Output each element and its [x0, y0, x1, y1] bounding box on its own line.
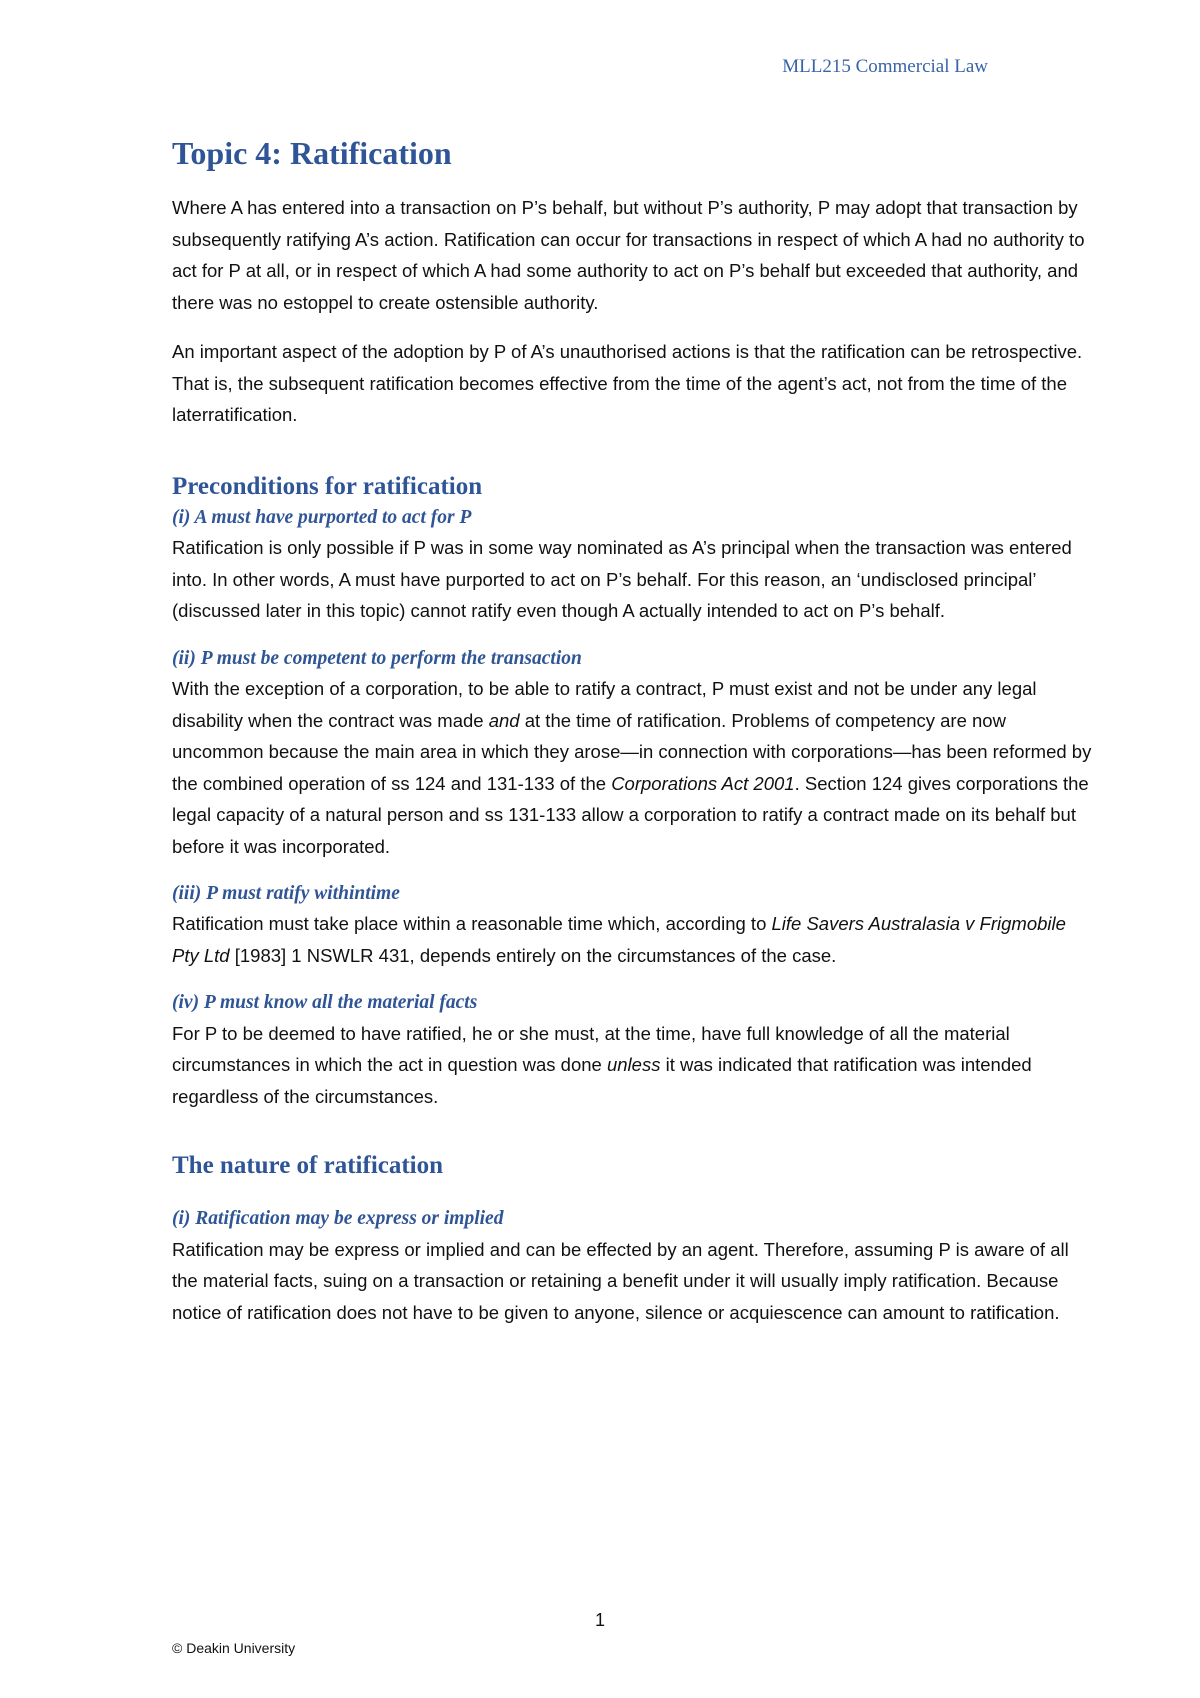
page-title: Topic 4: Ratification [172, 135, 452, 171]
paragraph-express-or-implied: Ratification may be express or implied and can be effected by an agent. Therefore, assuming P is aware of all the material facts, suing on a transaction or retaining a benefit under it will usually imply ratification. Because notice of ratification does not have to be given to anyone, silence or acquiescence can amount to ratification. [172, 1238, 1069, 1323]
paragraph-competent [172, 673, 1092, 862]
intro-paragraph-2: An important aspect of the adoption by P of A’s unauthorised actions is that the ratification can be retrospective. That is, the subsequent ratification becomes effective from the time of the agent’s act, not from the time of the laterratification. [172, 341, 1083, 426]
text-segment: [1983] 1 NSWLR 431, depends entirely on the circumstances of the case. [229, 944, 837, 966]
footer-copyright: © Deakin University [172, 1640, 296, 1656]
intro-paragraph-1: Where A has entered into a transaction on P’s behalf, but without P’s authority, P may adopt that transaction by subsequently ratifying A’s action. Ratification can occur for transactions in respect of which A had no authority to act for P at all, or in respect of which A had some authority to act on P’s behalf but exceeded that authority, and there was no estoppel to create ostensible authority. [172, 197, 1085, 313]
emphasis-text: and [488, 709, 520, 731]
text-segment: it was indicated that ratification was intended regardless of the circumstances. [172, 1054, 1032, 1107]
subheading-material-facts: (iv) P must know all the material facts [172, 992, 478, 1014]
text-segment: Ratification must take place within a reasonable time which, according to [172, 913, 772, 935]
emphasis-text: unless [606, 1054, 661, 1076]
statute-name: Corporations Act 2001 [611, 772, 795, 794]
case-name: Life Savers Australasia v Frigmobile Pty Ltd [172, 913, 1066, 966]
paragraph-material-facts [172, 1018, 1092, 1113]
page-number: 1 [594, 1610, 605, 1630]
subheading-purported-to-act: (i) A must have purported to act for P [172, 507, 472, 529]
subheading-competent: (ii) P must be competent to perform the transaction [172, 647, 582, 669]
text-segment: With the exception of a corporation, to be able to ratify a contract, P must exist and not be under any legal disability when the contract was made [172, 678, 1037, 731]
paragraph-purported-to-act: Ratification is only possible if P was in some way nominated as A’s principal when the transaction was entered into. In other words, A must have purported to act on P’s behalf. For this reason, an ‘undisclosed principal’ (discussed later in this topic) cannot ratify even though A actually intended to act on P’s behalf. [172, 537, 1072, 622]
section-heading-nature: The nature of ratification [172, 1152, 444, 1180]
subheading-ratify-in-time: (iii) P must ratify withintime [172, 883, 400, 905]
text-segment: at the time of ratification. Problems of competency are now uncommon because the main area in which they arose—in connection with corporations—has been reformed by the combined operation of ss 124 and 131-133 of the [172, 709, 1092, 794]
page-content [172, 134, 1092, 1346]
running-header: MLL215 Commercial Law [782, 56, 988, 77]
text-segment: . Section 124 gives corporations the legal capacity of a natural person and ss 131-133 allow a corporation to ratify a contract made on its behalf but before it was incorporated. [172, 772, 1089, 857]
paragraph-ratify-in-time [172, 908, 1092, 971]
text-segment: For P to be deemed to have ratified, he or she must, at the time, have full knowledge of all the material circumstances in which the act in question was done [172, 1022, 1010, 1076]
section-heading-preconditions: Preconditions for ratification [172, 472, 483, 500]
subheading-express-or-implied: (i) Ratification may be express or implied [172, 1208, 504, 1230]
